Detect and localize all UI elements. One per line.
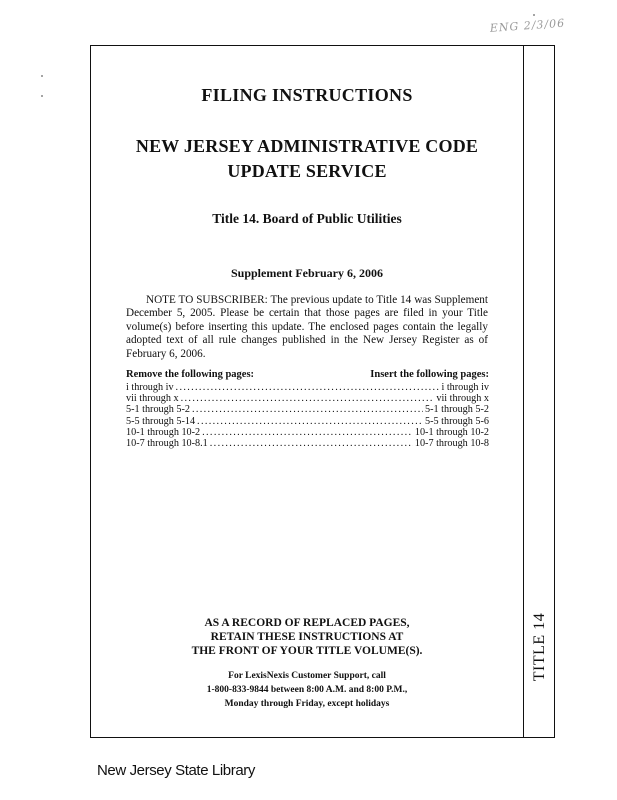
supplement-date: Supplement February 6, 2006 [230, 266, 383, 280]
insert-pages: 10-1 through 10-2 [414, 426, 489, 438]
dot-leader [181, 393, 435, 404]
remove-pages: i through iv [126, 382, 174, 393]
scan-speck [533, 14, 535, 16]
page-title: FILING INSTRUCTIONS [201, 85, 413, 105]
remove-pages: 10-7 through 10-8.1 [126, 437, 208, 449]
remove-pages: 5-5 through 5-14 [126, 415, 196, 427]
table-row [126, 382, 489, 393]
dot-leader [176, 382, 440, 393]
remove-pages: vii through x [126, 393, 179, 405]
table-row [126, 427, 489, 438]
insert-pages: 5-5 through 5-6 [425, 415, 489, 427]
table-row [126, 416, 489, 427]
title-tab-label: TITLE 14 [531, 612, 548, 682]
table-row [126, 404, 489, 415]
record-instruction-line3: THE FRONT OF YOUR TITLE VOLUME(S). [191, 645, 423, 657]
library-footer: New Jersey State Library [97, 762, 255, 779]
remove-pages: 5-1 through 5-2 [126, 404, 190, 416]
insert-header: Insert the following pages: [370, 369, 489, 380]
pages-table-header [126, 369, 489, 382]
table-row [126, 438, 489, 449]
dot-leader [210, 438, 413, 449]
table-row [126, 393, 489, 404]
dot-leader [192, 404, 423, 415]
record-instruction-line2: RETAIN THESE INSTRUCTIONS AT [210, 631, 404, 643]
remove-pages: 10-1 through 10-2 [126, 426, 201, 438]
support-days: Monday through Friday, except holidays [224, 699, 390, 709]
pages-table [126, 369, 489, 449]
remove-header: Remove the following pages: [126, 369, 255, 380]
record-instruction-line1: AS A RECORD OF REPLACED PAGES, [204, 617, 410, 629]
scan-speck [41, 75, 43, 77]
dot-leader [197, 416, 423, 427]
insert-pages: vii through x [436, 393, 489, 405]
service-heading-line2: UPDATE SERVICE [227, 161, 387, 181]
service-heading-line1: NEW JERSEY ADMINISTRATIVE CODE [135, 136, 479, 156]
subscriber-note: NOTE TO SUBSCRIBER: The previous update to Title 14 was Supplement December 5, 2005. Please be certain that those pages are filed in your Title volume(s) before inserting this update. The enclosed pages contain the legally adopted text of all rule changes published in the New Jersey Register as of February 6, 2006. [126, 294, 488, 360]
insert-pages: 10-7 through 10-8 [414, 437, 489, 449]
title-name: Title 14. Board of Public Utilities [212, 211, 402, 226]
insert-pages: 5-1 through 5-2 [425, 404, 489, 416]
handwritten-margin-note: ENG 2/3/06 [489, 16, 566, 35]
scan-speck [41, 95, 43, 97]
support-phone-hours: 1-800-833-9844 between 8:00 A.M. and 8:00 P.M., [206, 685, 408, 695]
support-line1: For LexisNexis Customer Support, call [228, 671, 386, 681]
dot-leader [202, 427, 413, 438]
insert-pages: i through iv [441, 382, 489, 393]
